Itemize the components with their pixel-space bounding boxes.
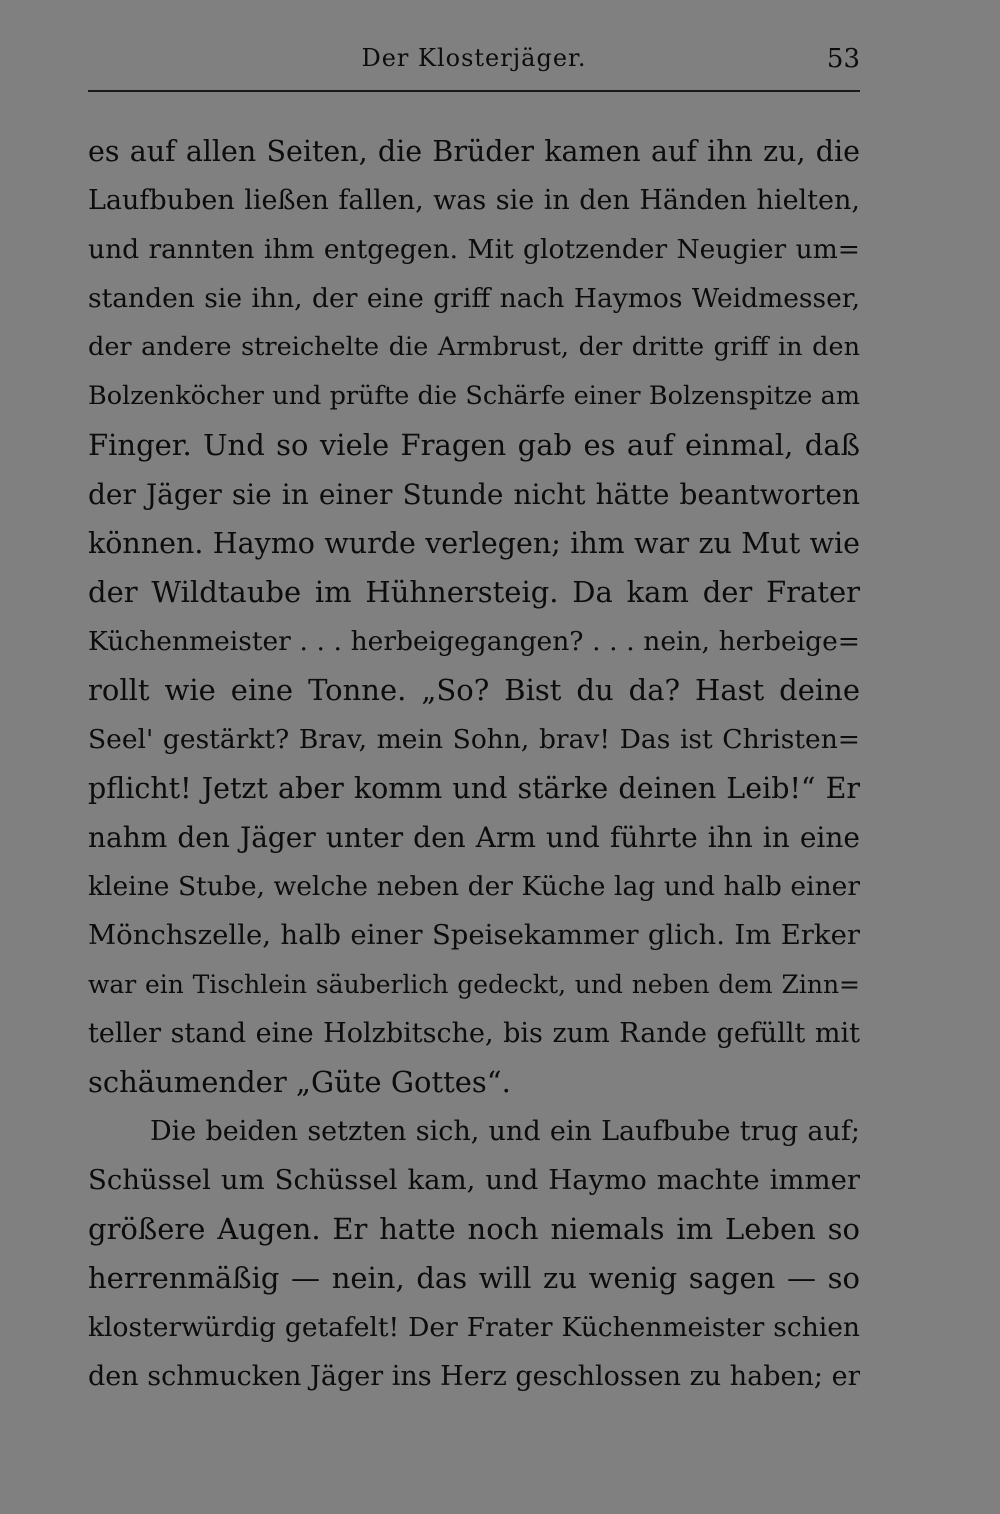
text-line: teller stand eine Holzbitsche, bis zum Rande gefüllt mit xyxy=(88,1018,860,1049)
text-line: war ein Tischlein säuberlich gedeckt, und neben dem Zinn= xyxy=(88,970,860,999)
text-line: und rannten ihm entgegen. Mit glotzender Neugier um= xyxy=(88,234,860,265)
text-line: der Jäger sie in einer Stunde nicht hätte beantworten xyxy=(88,478,860,511)
text-line: Die beiden setzten sich, und ein Laufbube trug auf; xyxy=(150,1116,860,1147)
text-line: Bolzenköcher und prüfte die Schärfe einer Bolzenspitze am xyxy=(88,381,860,411)
page-number: 53 xyxy=(826,44,860,74)
text-line: Küchenmeister . . . herbeigegangen? . . . nein, herbeige= xyxy=(88,626,860,657)
text-line: pflicht! Jetzt aber komm und stärke deinen Leib!“ Er xyxy=(88,772,860,805)
text-line: Schüssel um Schüssel kam, und Haymo machte immer xyxy=(88,1164,860,1196)
text-line: klosterwürdig getafelt! Der Frater Küchenmeister schien xyxy=(88,1312,860,1343)
text-line: Mönchszelle, halb einer Speisekammer glich. Im Erker xyxy=(88,919,860,951)
text-line: nahm den Jäger unter den Arm und führte ihn in eine xyxy=(88,821,860,854)
text-line: größere Augen. Er hatte noch niemals im Leben so xyxy=(88,1212,860,1246)
text-line: kleine Stube, welche neben der Küche lag und halb einer xyxy=(88,871,860,902)
header-rule xyxy=(88,90,860,92)
text-line: Laufbuben ließen fallen, was sie in den Händen hielten, xyxy=(88,185,860,216)
running-head xyxy=(88,42,860,82)
text-line: es auf allen Seiten, die Brüder kamen auf ihn zu, die xyxy=(88,135,860,168)
text-line: herrenmäßig — nein, das will zu wenig sagen — so xyxy=(88,1261,860,1295)
text-line: standen sie ihn, der eine griff nach Haymos Weidmesser, xyxy=(88,283,860,314)
text-line: Seel' gestärkt? Brav, mein Sohn, brav! Das ist Christen= xyxy=(88,724,860,755)
body-text xyxy=(88,127,860,1401)
text-line: Finger. Und so viele Fragen gab es auf einmal, daß xyxy=(88,428,860,462)
text-line: den schmucken Jäger ins Herz geschlossen zu haben; er xyxy=(88,1361,860,1392)
text-line: rollt wie eine Tonne. „So? Bist du da? Hast deine xyxy=(88,673,860,707)
running-title: Der Klosterjäger. xyxy=(361,44,587,72)
text-line: der andere streichelte die Armbrust, der dritte griff in den xyxy=(88,332,860,362)
text-line: können. Haymo wurde verlegen; ihm war zu Mut wie xyxy=(88,527,860,560)
text-line: schäumender „Güte Gottes“. xyxy=(88,1065,511,1099)
text-line: der Wildtaube im Hühnersteig. Da kam der Frater xyxy=(88,575,860,609)
